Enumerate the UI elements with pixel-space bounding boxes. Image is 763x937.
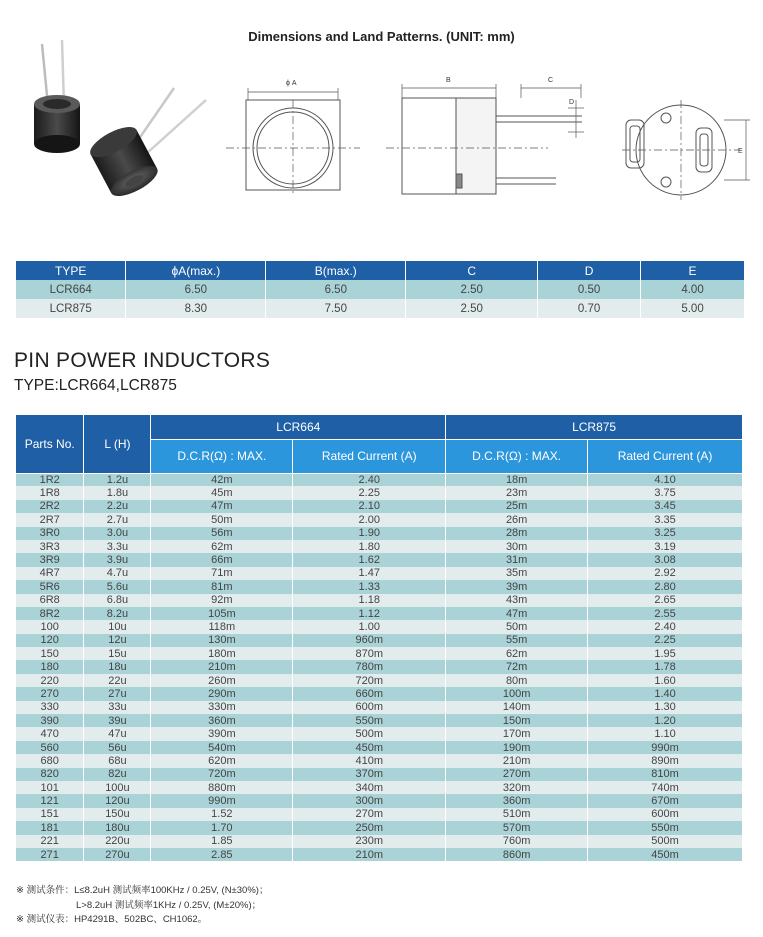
table-cell: 3.9u xyxy=(84,553,151,566)
table-cell: 140m xyxy=(446,701,588,714)
table-cell: 890m xyxy=(588,754,743,767)
table-cell: 600m xyxy=(293,701,446,714)
table-cell: 8.2u xyxy=(84,607,151,620)
dim-table-cell: 0.50 xyxy=(538,280,641,299)
table-row xyxy=(16,701,743,714)
table-cell: 3.25 xyxy=(588,527,743,540)
table-cell: 1.95 xyxy=(588,647,743,660)
dim-table-cell: 6.50 xyxy=(266,280,406,299)
table-cell: 1.00 xyxy=(293,620,446,633)
section-title: PIN POWER INDUCTORS xyxy=(14,349,271,372)
table-cell: 3.3u xyxy=(84,540,151,553)
table-cell: 360m xyxy=(151,714,293,727)
table-cell: 210m xyxy=(151,660,293,673)
table-cell: 6R8 xyxy=(16,594,84,607)
table-cell: 82u xyxy=(84,768,151,781)
note-line-3: ※ 测试仪表：HP4291B、502BC、CH1062。 xyxy=(16,914,208,925)
table-cell: 3R0 xyxy=(16,527,84,540)
table-cell: 3.08 xyxy=(588,553,743,566)
table-cell: 1.52 xyxy=(151,808,293,821)
table-cell: 12u xyxy=(84,634,151,647)
table-cell: 2.40 xyxy=(293,473,446,486)
table-cell: 810m xyxy=(588,768,743,781)
table-cell: 1.60 xyxy=(588,674,743,687)
table-cell: 4.10 xyxy=(588,473,743,486)
table-cell: 1.70 xyxy=(151,821,293,834)
table-cell: 3.45 xyxy=(588,500,743,513)
dim-header-cell: C xyxy=(406,261,538,280)
dim-table-cell: 5.00 xyxy=(641,299,745,318)
table-cell: 990m xyxy=(588,741,743,754)
table-cell: 55m xyxy=(446,634,588,647)
table-cell: 180 xyxy=(16,660,84,673)
table-cell: 56m xyxy=(151,527,293,540)
table-cell: 1.20 xyxy=(588,714,743,727)
table-cell: 1.18 xyxy=(293,594,446,607)
dim-header-cell: E xyxy=(641,261,745,280)
table-cell: 2.10 xyxy=(293,500,446,513)
table-row xyxy=(16,553,743,566)
dim-table-cell: LCR875 xyxy=(16,299,126,318)
table-row xyxy=(16,500,743,513)
table-cell: 150 xyxy=(16,647,84,660)
table-cell: 990m xyxy=(151,794,293,807)
table-cell: 1.2u xyxy=(84,473,151,486)
table-cell: 121 xyxy=(16,794,84,807)
table-row xyxy=(16,768,743,781)
table-row xyxy=(16,634,743,647)
table-cell: 130m xyxy=(151,634,293,647)
table-cell: 10u xyxy=(84,620,151,633)
label-d: D xyxy=(569,99,575,106)
table-cell: 510m xyxy=(446,808,588,821)
table-row xyxy=(16,821,743,834)
table-cell: 26m xyxy=(446,513,588,526)
table-row xyxy=(16,741,743,754)
table-row xyxy=(16,527,743,540)
dim-header-cell: B(max.) xyxy=(266,261,406,280)
table-cell: 390m xyxy=(151,727,293,740)
table-cell: 2.55 xyxy=(588,607,743,620)
table-cell: 271 xyxy=(16,848,84,861)
table-cell: 100m xyxy=(446,687,588,700)
test-notes xyxy=(16,884,268,928)
table-cell: 72m xyxy=(446,660,588,673)
label-a: ϕ A xyxy=(286,80,297,87)
table-cell: 720m xyxy=(151,768,293,781)
table-cell: 47m xyxy=(446,607,588,620)
table-row xyxy=(16,687,743,700)
table-cell: 2.25 xyxy=(588,634,743,647)
label-b: B xyxy=(446,77,451,84)
table-cell: 3.0u xyxy=(84,527,151,540)
table-cell: 105m xyxy=(151,607,293,620)
table-cell: 68u xyxy=(84,754,151,767)
table-cell: 470 xyxy=(16,727,84,740)
table-cell: 2.25 xyxy=(293,486,446,499)
table-cell: 39m xyxy=(446,580,588,593)
table-cell: 230m xyxy=(293,835,446,848)
dim-table-cell: 2.50 xyxy=(406,280,538,299)
table-row xyxy=(16,714,743,727)
table-cell: 2.85 xyxy=(151,848,293,861)
dim-table-row xyxy=(16,280,745,299)
table-row xyxy=(16,486,743,499)
table-row xyxy=(16,727,743,740)
table-cell: 270 xyxy=(16,687,84,700)
table-cell: 18u xyxy=(84,660,151,673)
table-cell: 3.19 xyxy=(588,540,743,553)
table-cell: 6.8u xyxy=(84,594,151,607)
table-row xyxy=(16,594,743,607)
table-cell: 210m xyxy=(446,754,588,767)
table-cell: 220 xyxy=(16,674,84,687)
table-cell: 1.12 xyxy=(293,607,446,620)
dimensions-title: Dimensions and Land Patterns. (UNIT: mm) xyxy=(248,29,515,44)
table-cell: 740m xyxy=(588,781,743,794)
table-cell: 221 xyxy=(16,835,84,848)
table-cell: 190m xyxy=(446,741,588,754)
table-cell: 550m xyxy=(588,821,743,834)
table-cell: 47u xyxy=(84,727,151,740)
table-cell: 150m xyxy=(446,714,588,727)
table-cell: 56u xyxy=(84,741,151,754)
table-cell: 23m xyxy=(446,486,588,499)
dim-header-cell: D xyxy=(538,261,641,280)
table-cell: 720m xyxy=(293,674,446,687)
table-cell: 1.90 xyxy=(293,527,446,540)
table-cell: 50m xyxy=(151,513,293,526)
header-lcr875: LCR875 xyxy=(446,415,743,439)
table-cell: 2R2 xyxy=(16,500,84,513)
table-cell: 22u xyxy=(84,674,151,687)
table-cell: 270m xyxy=(446,768,588,781)
dim-table-cell: 6.50 xyxy=(126,280,266,299)
table-cell: 81m xyxy=(151,580,293,593)
table-cell: 2.40 xyxy=(588,620,743,633)
table-cell: 330m xyxy=(151,701,293,714)
table-row xyxy=(16,513,743,526)
table-cell: 4R7 xyxy=(16,567,84,580)
table-cell: 28m xyxy=(446,527,588,540)
table-cell: 1R2 xyxy=(16,473,84,486)
table-cell: 250m xyxy=(293,821,446,834)
table-cell: 80m xyxy=(446,674,588,687)
table-row xyxy=(16,794,743,807)
table-cell: 3.35 xyxy=(588,513,743,526)
table-cell: 290m xyxy=(151,687,293,700)
table-cell: 670m xyxy=(588,794,743,807)
table-cell: 180m xyxy=(151,647,293,660)
table-row xyxy=(16,808,743,821)
table-cell: 2.80 xyxy=(588,580,743,593)
table-cell: 360m xyxy=(446,794,588,807)
table-cell: 2.2u xyxy=(84,500,151,513)
table-cell: 760m xyxy=(446,835,588,848)
table-cell: 330 xyxy=(16,701,84,714)
table-cell: 600m xyxy=(588,808,743,821)
table-cell: 1.47 xyxy=(293,567,446,580)
table-cell: 500m xyxy=(588,835,743,848)
table-cell: 27u xyxy=(84,687,151,700)
table-cell: 500m xyxy=(293,727,446,740)
table-cell: 1.33 xyxy=(293,580,446,593)
table-cell: 101 xyxy=(16,781,84,794)
table-cell: 150u xyxy=(84,808,151,821)
table-cell: 1.80 xyxy=(293,540,446,553)
table-cell: 210m xyxy=(293,848,446,861)
table-cell: 118m xyxy=(151,620,293,633)
table-cell: 220u xyxy=(84,835,151,848)
table-row xyxy=(16,567,743,580)
section-subtitle: TYPE:LCR664,LCR875 xyxy=(14,377,177,394)
table-cell: 35m xyxy=(446,567,588,580)
table-cell: 260m xyxy=(151,674,293,687)
table-cell: 3.75 xyxy=(588,486,743,499)
table-cell: 71m xyxy=(151,567,293,580)
inductor-spec-table xyxy=(16,415,743,861)
table-cell: 1.40 xyxy=(588,687,743,700)
table-cell: 47m xyxy=(151,500,293,513)
table-cell: 92m xyxy=(151,594,293,607)
dim-header-cell: ϕA(max.) xyxy=(126,261,266,280)
table-cell: 1R8 xyxy=(16,486,84,499)
table-cell: 820 xyxy=(16,768,84,781)
table-cell: 390 xyxy=(16,714,84,727)
table-cell: 5.6u xyxy=(84,580,151,593)
dim-table-cell: 2.50 xyxy=(406,299,538,318)
table-cell: 2.00 xyxy=(293,513,446,526)
table-row xyxy=(16,754,743,767)
header-lcr875-rated-current: Rated Current (A) xyxy=(588,439,743,473)
note-line-2: L>8.2uH 测试频率1KHz / 0.25V, (M±20%)； xyxy=(76,899,262,911)
table-row xyxy=(16,540,743,553)
label-e: E xyxy=(738,148,743,155)
table-cell: 450m xyxy=(588,848,743,861)
table-cell: 270u xyxy=(84,848,151,861)
table-cell: 30m xyxy=(446,540,588,553)
table-cell: 50m xyxy=(446,620,588,633)
table-cell: 450m xyxy=(293,741,446,754)
header-lcr875-dcr: D.C.R(Ω) : MAX. xyxy=(446,439,588,473)
table-row xyxy=(16,647,743,660)
table-cell: 151 xyxy=(16,808,84,821)
table-cell: 1.8u xyxy=(84,486,151,499)
table-row xyxy=(16,607,743,620)
table-cell: 960m xyxy=(293,634,446,647)
table-cell: 2.65 xyxy=(588,594,743,607)
table-cell: 120u xyxy=(84,794,151,807)
table-cell: 39u xyxy=(84,714,151,727)
table-cell: 170m xyxy=(446,727,588,740)
table-cell: 620m xyxy=(151,754,293,767)
dim-table-cell: 7.50 xyxy=(266,299,406,318)
table-cell: 8R2 xyxy=(16,607,84,620)
table-cell: 340m xyxy=(293,781,446,794)
table-cell: 62m xyxy=(151,540,293,553)
table-cell: 25m xyxy=(446,500,588,513)
table-cell: 870m xyxy=(293,647,446,660)
table-row xyxy=(16,660,743,673)
table-cell: 100 xyxy=(16,620,84,633)
table-row xyxy=(16,674,743,687)
table-cell: 1.85 xyxy=(151,835,293,848)
table-row xyxy=(16,473,743,486)
table-cell: 370m xyxy=(293,768,446,781)
table-cell: 15u xyxy=(84,647,151,660)
table-cell: 2.92 xyxy=(588,567,743,580)
note-line-1: ※ 测试条件：L≤8.2uH 测试频率100KHz / 0.25V, (N±30%)； xyxy=(16,885,269,896)
dim-header-cell: TYPE xyxy=(16,261,126,280)
dim-table-row xyxy=(16,299,745,318)
table-cell: 660m xyxy=(293,687,446,700)
table-cell: 5R6 xyxy=(16,580,84,593)
table-cell: 4.7u xyxy=(84,567,151,580)
dim-table-cell: 0.70 xyxy=(538,299,641,318)
table-cell: 320m xyxy=(446,781,588,794)
table-cell: 1.10 xyxy=(588,727,743,740)
table-cell: 680 xyxy=(16,754,84,767)
header-lcr664-dcr: D.C.R(Ω) : MAX. xyxy=(151,439,293,473)
table-cell: 100u xyxy=(84,781,151,794)
table-cell: 3R9 xyxy=(16,553,84,566)
table-cell: 62m xyxy=(446,647,588,660)
table-cell: 880m xyxy=(151,781,293,794)
table-cell: 780m xyxy=(293,660,446,673)
table-cell: 43m xyxy=(446,594,588,607)
table-cell: 860m xyxy=(446,848,588,861)
table-cell: 31m xyxy=(446,553,588,566)
table-row xyxy=(16,620,743,633)
inductor-photo xyxy=(24,36,214,206)
dim-table-cell: 4.00 xyxy=(641,280,745,299)
table-row xyxy=(16,781,743,794)
table-cell: 1.30 xyxy=(588,701,743,714)
table-cell: 1.78 xyxy=(588,660,743,673)
table-cell: 300m xyxy=(293,794,446,807)
table-cell: 42m xyxy=(151,473,293,486)
table-cell: 560 xyxy=(16,741,84,754)
table-cell: 33u xyxy=(84,701,151,714)
table-cell: 410m xyxy=(293,754,446,767)
header-inductance: L (H) xyxy=(84,415,151,473)
header-lcr664-rated-current: Rated Current (A) xyxy=(293,439,446,473)
table-cell: 45m xyxy=(151,486,293,499)
table-cell: 181 xyxy=(16,821,84,834)
table-row xyxy=(16,848,743,861)
dim-table-cell: LCR664 xyxy=(16,280,126,299)
table-cell: 2.7u xyxy=(84,513,151,526)
table-row xyxy=(16,580,743,593)
table-cell: 270m xyxy=(293,808,446,821)
table-cell: 3R3 xyxy=(16,540,84,553)
table-row xyxy=(16,835,743,848)
table-cell: 66m xyxy=(151,553,293,566)
table-cell: 2R7 xyxy=(16,513,84,526)
table-cell: 120 xyxy=(16,634,84,647)
table-cell: 540m xyxy=(151,741,293,754)
table-cell: 1.62 xyxy=(293,553,446,566)
dim-table-cell: 8.30 xyxy=(126,299,266,318)
header-parts-no: Parts No. xyxy=(16,415,84,473)
table-cell: 180u xyxy=(84,821,151,834)
dimension-drawings xyxy=(226,60,756,210)
table-cell: 550m xyxy=(293,714,446,727)
table-cell: 18m xyxy=(446,473,588,486)
header-lcr664: LCR664 xyxy=(151,415,446,439)
label-c: C xyxy=(548,77,554,84)
dimensions-table xyxy=(16,261,745,318)
table-cell: 570m xyxy=(446,821,588,834)
